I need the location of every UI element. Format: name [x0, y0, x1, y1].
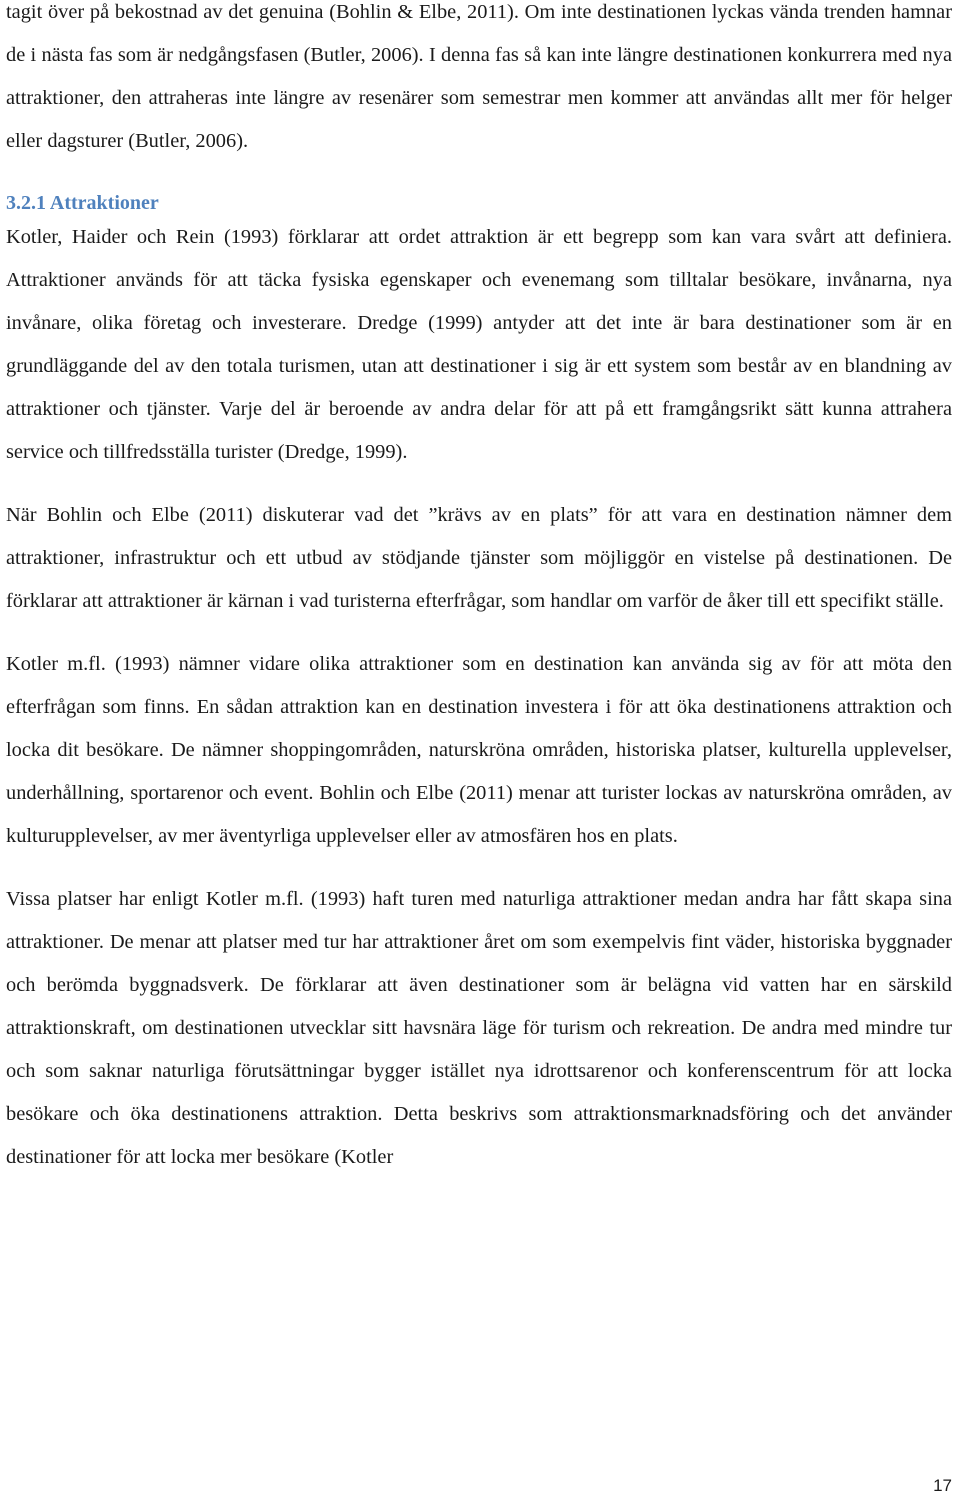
- paragraph-bohlin-elbe: När Bohlin och Elbe (2011) diskuterar vad det ”krävs av en plats” för att vara en destination nämner dem attraktioner, infrastruktur och ett utbud av stödjande tjänster som möjliggör en vistelse på destinationen. De förklarar att attraktioner är kärnan i vad turisterna efterfrågar, som handlar om varför de åker till ett specifikt ställe.: [6, 504, 952, 612]
- paragraph-kotler-attractions: Kotler m.fl. (1993) nämner vidare olika attraktioner som en destination kan använda sig av för att möta den efterfrågan som finns. En sådan attraktion kan en destination investera i för att öka destinationens attraktion och locka dit besökare. De nämner shoppingområden, naturskröna områden, historiska platser, kulturella upplevelser, underhållning, sportarenor och event. Bohlin och Elbe (2011) menar att turister lockas av naturskröna områden, av kulturupplevelser, av mer äventyrliga upplevelser eller av atmosfären hos en plats.: [6, 653, 952, 847]
- paragraph-attraktioner-definition: Kotler, Haider och Rein (1993) förklarar att ordet attraktion är ett begrepp som kan vara svårt att definiera. Attraktioner används för att täcka fysiska egenskaper och evenemang som tilltalar besökare, invånarna, nya invånare, olika företag och investerare. Dredge (1999) antyder att det inte är bara destinationer som är en grundläggande del av den totala turismen, utan att destinationer i sig är ett system som består av en blandning av attraktioner och tjänster. Varje del är beroende av andra delar för att på ett framgångsrikt sätt kunna attrahera service och tillfredsställa turister (Dredge, 1999).: [6, 226, 952, 463]
- paragraph-continued: tagit över på bekostnad av det genuina (Bohlin & Elbe, 2011). Om inte destinationen lyckas vända trenden hamnar de i nästa fas som är nedgångsfasen (Butler, 2006). I denna fas så kan inte längre destinationen konkurrera med nya attraktioner, den attraheras inte längre av resenärer som semestrar men kommer att användas allt mer för helger eller dagsturer (Butler, 2006).: [6, 1, 952, 152]
- paragraph-natural-attractions: Vissa platser har enligt Kotler m.fl. (1993) haft turen med naturliga attraktioner medan andra har fått skapa sina attraktioner. De menar att platser med tur har attraktioner året om som exempelvis fint väder, historiska byggnader och berömda byggnadsverk. De förklarar att även destinationer som är belägna vid vatten har en särskild attraktionskraft, om destinationen utvecklar sitt havsnära läge för turism och rekreation. De andra med mindre tur och som saknar naturliga förutsättningar bygger istället nya idrottsarenor och konferenscentrum för att locka besökare och öka destinationens attraktion. Detta beskrivs som attraktionsmarknadsföring och det använder destinationer för att locka mer besökare (Kotler: [6, 888, 952, 1168]
- document-page: [6, 0, 952, 1179]
- page-number: 17: [933, 1476, 952, 1495]
- section-heading: 3.2.1 Attraktioner: [6, 192, 159, 214]
